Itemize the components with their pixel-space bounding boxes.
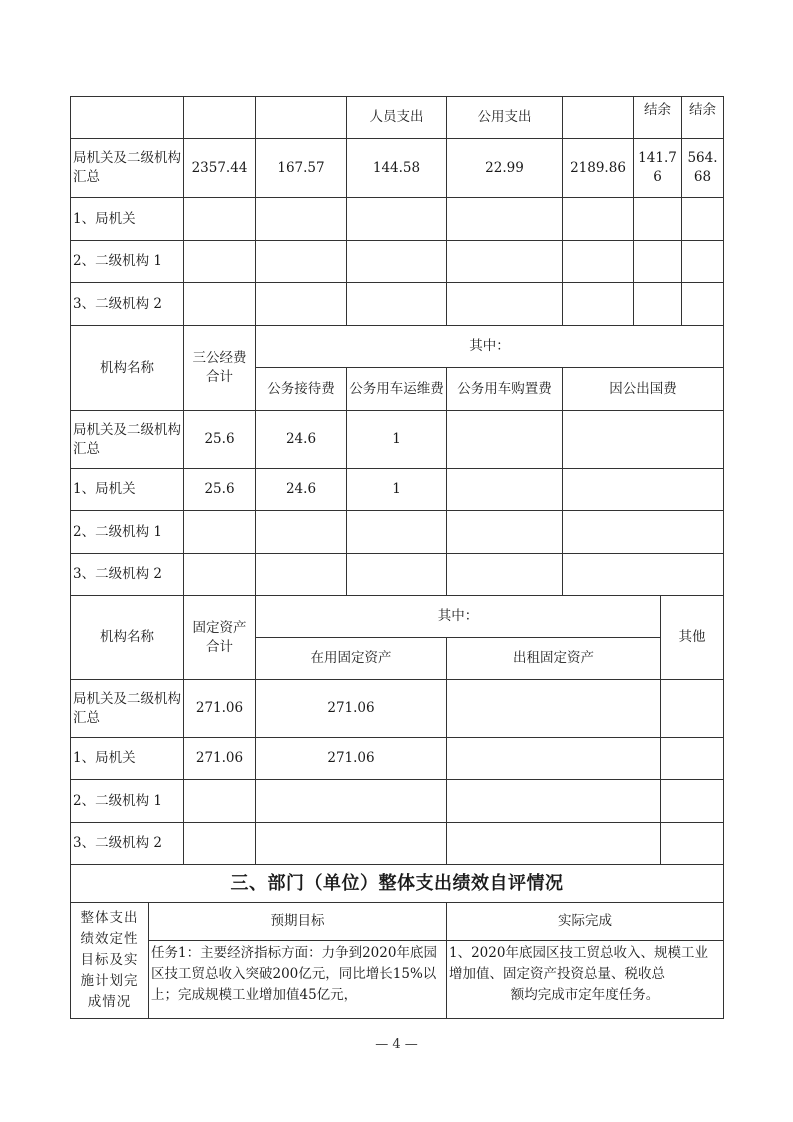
value-cell: 271.06	[256, 680, 447, 738]
value-cell	[447, 511, 563, 554]
header-total: 固定资产合计	[184, 596, 256, 680]
value-cell	[563, 411, 724, 469]
value-cell: 141.76	[634, 139, 682, 198]
table-row	[71, 680, 724, 738]
value-cell	[447, 823, 661, 865]
header-expected-goal: 预期目标	[149, 903, 447, 941]
value-cell	[447, 283, 563, 326]
actual-completion-line: 额均完成市定年度任务。	[510, 987, 660, 1003]
value-cell	[447, 411, 563, 469]
header-overseas-travel: 因公出国费	[563, 368, 724, 411]
value-cell	[661, 738, 724, 780]
table-header-row	[71, 596, 724, 638]
value-cell: 2189.86	[563, 139, 634, 198]
value-cell	[563, 554, 724, 596]
header-vehicle-purchase: 公务用车购置费	[447, 368, 563, 411]
value-cell	[447, 198, 563, 241]
table-header-row	[71, 97, 724, 139]
org-name: 局机关及二级机构汇总	[71, 139, 184, 198]
value-cell: 144.58	[347, 139, 447, 198]
header-balance: 结余	[682, 97, 724, 139]
header-leased-assets: 出租固定资产	[447, 638, 661, 680]
header-total: 三公经费合计	[184, 326, 256, 411]
value-cell	[661, 823, 724, 865]
value-cell	[347, 283, 447, 326]
section-title: 三、部门（单位）整体支出绩效自评情况	[71, 865, 724, 903]
header-cell	[184, 97, 256, 139]
value-cell	[347, 554, 447, 596]
expected-goal-text: 任务1：主要经济指标方面：力争到2020年底园区技工贸总收入突破200亿元，同比增长15%以上；完成规模工业增加值45亿元，	[149, 941, 447, 1019]
value-cell: 25.6	[184, 411, 256, 469]
value-cell	[256, 780, 447, 823]
value-cell	[661, 680, 724, 738]
header-org-name: 机构名称	[71, 326, 184, 411]
org-name: 2、二级机构 1	[71, 780, 184, 823]
table-row	[71, 139, 724, 198]
org-name: 1、局机关	[71, 198, 184, 241]
table-row	[71, 411, 724, 469]
row-label: 整体支出绩效定性目标及实施计划完成情况	[71, 903, 149, 1019]
value-cell: 1	[347, 469, 447, 511]
value-cell	[184, 511, 256, 554]
value-cell	[256, 283, 347, 326]
header-actual-completion: 实际完成	[447, 903, 724, 941]
table-row	[71, 469, 724, 511]
header-cell	[256, 97, 347, 139]
value-cell	[256, 554, 347, 596]
value-cell	[256, 823, 447, 865]
performance-section	[70, 864, 724, 1019]
table-header-row	[71, 326, 724, 368]
value-cell	[563, 198, 634, 241]
value-cell: 2357.44	[184, 139, 256, 198]
value-cell	[184, 780, 256, 823]
org-name: 1、局机关	[71, 469, 184, 511]
value-cell	[184, 554, 256, 596]
table-row	[71, 554, 724, 596]
value-cell	[563, 283, 634, 326]
value-cell	[184, 241, 256, 283]
org-name: 2、二级机构 1	[71, 511, 184, 554]
value-cell	[256, 241, 347, 283]
table-row	[71, 241, 724, 283]
header-org-name: 机构名称	[71, 596, 184, 680]
expenditure-table	[70, 96, 724, 326]
value-cell: 271.06	[184, 680, 256, 738]
header-public-expense: 公用支出	[447, 97, 563, 139]
value-cell	[563, 469, 724, 511]
header-reception: 公务接待费	[256, 368, 347, 411]
value-cell	[347, 198, 447, 241]
org-name: 3、二级机构 2	[71, 823, 184, 865]
value-cell	[184, 823, 256, 865]
value-cell	[682, 241, 724, 283]
header-personnel-expense: 人员支出	[347, 97, 447, 139]
three-public-expenses-table	[70, 325, 724, 596]
value-cell: 1	[347, 411, 447, 469]
value-cell	[447, 554, 563, 596]
value-cell	[256, 511, 347, 554]
value-cell	[682, 198, 724, 241]
org-name: 2、二级机构 1	[71, 241, 184, 283]
header-of-which: 其中：	[256, 326, 724, 368]
header-cell	[563, 97, 634, 139]
header-of-which: 其中：	[256, 596, 661, 638]
value-cell: 167.57	[256, 139, 347, 198]
header-in-use-assets: 在用固定资产	[256, 638, 447, 680]
value-cell	[447, 469, 563, 511]
value-cell	[447, 241, 563, 283]
fixed-assets-table	[70, 595, 724, 865]
value-cell	[347, 511, 447, 554]
table-row	[71, 823, 724, 865]
org-name: 3、二级机构 2	[71, 554, 184, 596]
value-cell	[347, 241, 447, 283]
value-cell	[184, 198, 256, 241]
actual-completion-text	[447, 941, 724, 1019]
org-name: 局机关及二级机构汇总	[71, 680, 184, 738]
value-cell: 564.68	[682, 139, 724, 198]
value-cell: 22.99	[447, 139, 563, 198]
value-cell	[184, 283, 256, 326]
value-cell	[256, 198, 347, 241]
value-cell	[447, 680, 661, 738]
header-other: 其他	[661, 596, 724, 680]
value-cell: 271.06	[256, 738, 447, 780]
value-cell	[634, 283, 682, 326]
value-cell: 25.6	[184, 469, 256, 511]
value-cell	[682, 283, 724, 326]
value-cell	[447, 738, 661, 780]
value-cell	[634, 241, 682, 283]
section-title-row	[71, 865, 724, 903]
org-name: 局机关及二级机构汇总	[71, 411, 184, 469]
actual-completion-line: 1、2020年底园区技工贸总收入、规模工业增加值、固定资产投资总量、税收总	[449, 945, 708, 982]
table-row	[71, 198, 724, 241]
section-header-row	[71, 903, 724, 941]
value-cell: 24.6	[256, 469, 347, 511]
org-name: 3、二级机构 2	[71, 283, 184, 326]
section-content-row	[71, 941, 724, 1019]
value-cell: 271.06	[184, 738, 256, 780]
value-cell	[634, 198, 682, 241]
value-cell: 24.6	[256, 411, 347, 469]
page-number: — 4 —	[375, 1037, 418, 1052]
value-cell	[661, 780, 724, 823]
header-cell	[71, 97, 184, 139]
table-row	[71, 511, 724, 554]
header-balance: 结余	[634, 97, 682, 139]
table-row	[71, 738, 724, 780]
org-name: 1、局机关	[71, 738, 184, 780]
value-cell	[563, 511, 724, 554]
table-row	[71, 780, 724, 823]
table-row	[71, 283, 724, 326]
value-cell	[447, 780, 661, 823]
header-vehicle-maintenance: 公务用车运维费	[347, 368, 447, 411]
value-cell	[563, 241, 634, 283]
